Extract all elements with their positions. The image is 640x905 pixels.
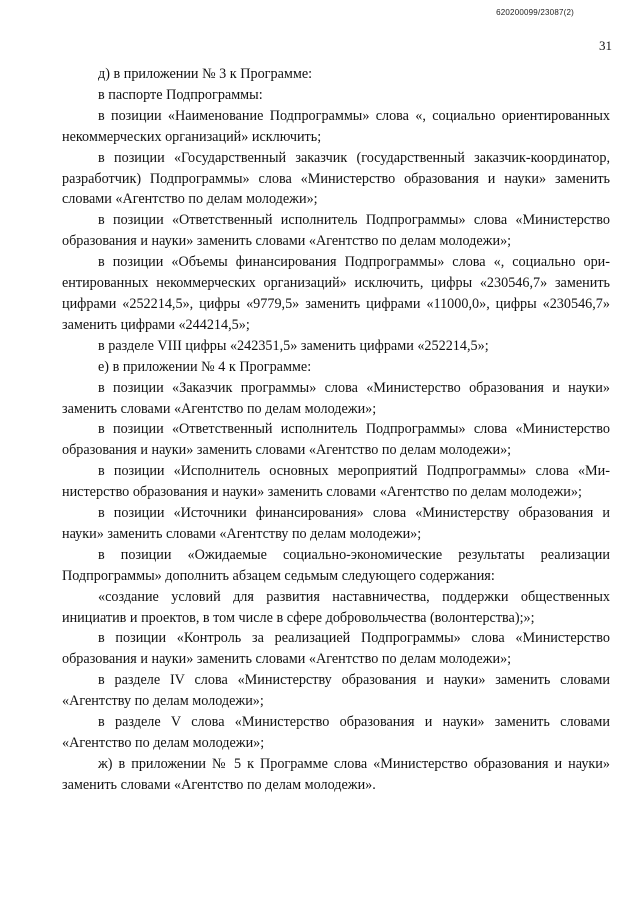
paragraph: в разделе V слова «Министерство образования и науки» заменить словами «Агентство по делам молодежи»;: [62, 714, 610, 751]
paragraph: в позиции «Ответственный исполнитель Подпрограммы» слова «Министерство образования и науки» заменить словами «Агентство по делам молодежи»;: [62, 421, 610, 459]
paragraph: «создание условий для развития наставничества, поддержки общественных инициатив и проектов, в том числе в сфере добровольчества (волонтерства);»;: [62, 588, 610, 626]
paragraph: ж) в приложении № 5 к Программе слова «Министерство образования и науки» заменить словами «Агентство по делам молодежи».: [62, 755, 610, 793]
paragraph: в паспорте Подпрограммы:: [98, 86, 263, 103]
page-number: 31: [599, 38, 612, 53]
paragraph: в разделе IV слова «Министерству образования и науки» заменить словами «Агентству по делам молодежи»;: [62, 672, 610, 710]
paragraph: в позиции «Источники финансирования» слова «Министерству образования и науки» заменить словами «Агентству по делам молодежи»;: [62, 505, 610, 542]
paragraph: в позиции «Ответственный исполнитель Подпрограммы» слова «Министерство образования и науки» заменить словами «Агентство по делам молодежи»;: [62, 212, 610, 250]
paragraph: в позиции «Заказчик программы» слова «Министерство образования и науки» заменить словами «Агентство по делам молодежи»;: [62, 379, 610, 417]
paragraph: в позиции «Ожидаемые социально-экономические результаты реализации Подпрограммы» дополнить абзацем седьмым следующего содержания:: [62, 546, 610, 584]
paragraph: в позиции «Объемы финансирования Подпрограммы» слова «, социально ориентированных некоммерческих организаций» исключить, цифры «230546,7» заменить цифрами «252214,5», цифры «9779,5» заменить цифрами «11000,0», цифры «230546,7» заменить цифрами «244214,5»;: [62, 254, 610, 333]
paragraph: в позиции «Контроль за реализацией Подпрограммы» слова «Министерство образования и науки» заменить словами «Агентство по делам молодежи»;: [62, 630, 610, 668]
paragraph: д) в приложении № 3 к Программе:: [98, 66, 313, 82]
paragraph: в позиции «Наименование Подпрограммы» слова «, социально ориентированных некоммерческих организаций» исключить;: [62, 107, 610, 145]
document-body: [62, 64, 610, 796]
paragraph: в позиции «Государственный заказчик (государственный заказчик-координатор, разработчик) Подпрограммы» слова «Министерство образования и науки» заменить словами «Агентство по делам молодежи»;: [62, 149, 610, 208]
document-code: 620200099/23087(2): [496, 8, 574, 17]
paragraph: в позиции «Исполнитель основных мероприятий Подпрограммы» слова «Министерство образования и науки» заменить словами «Агентство по делам молодежи»;: [62, 463, 610, 501]
paragraph: е) в приложении № 4 к Программе:: [98, 358, 312, 375]
paragraph: в разделе VIII цифры «242351,5» заменить цифрами «252214,5»;: [98, 337, 489, 354]
